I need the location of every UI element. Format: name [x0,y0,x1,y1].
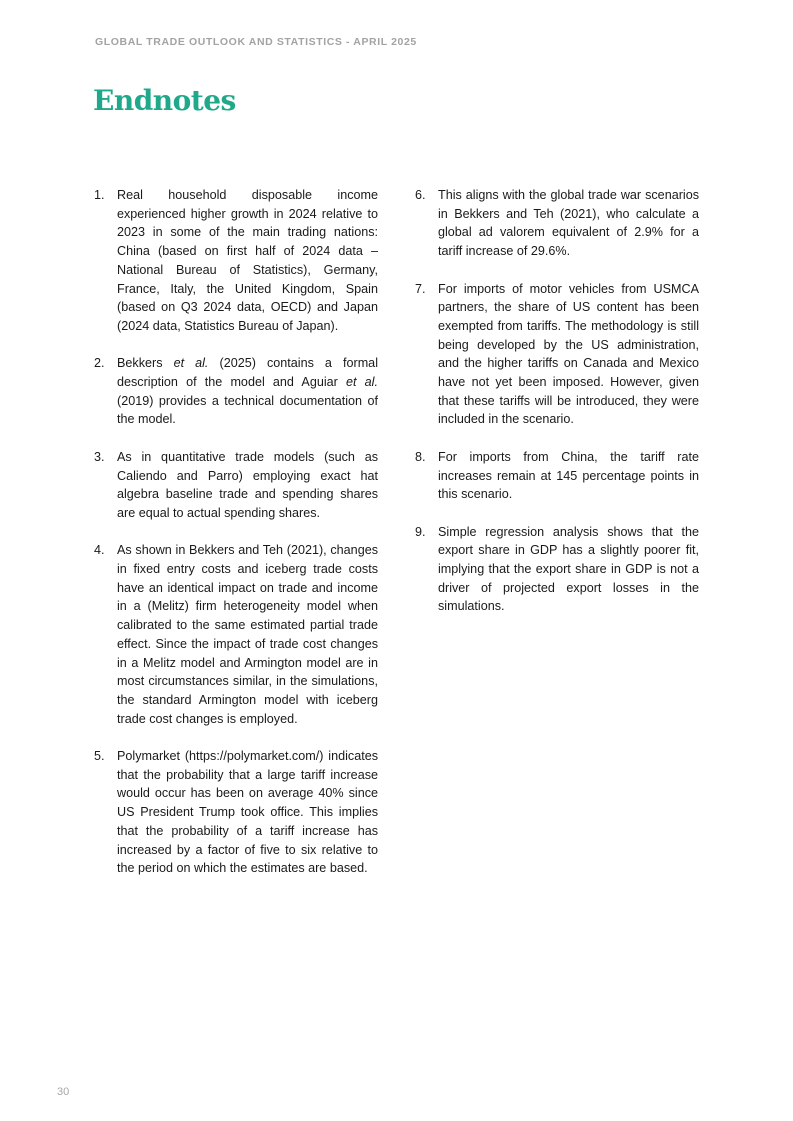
running-header: GLOBAL TRADE OUTLOOK AND STATISTICS - APRIL 2025 [95,36,417,48]
endnote-4 [94,541,378,728]
endnote-number: 3. [94,449,105,464]
endnote-text: As in quantitative trade models (such as Caliendo and Parro) employing exact hat algebra baseline trade and spending shares are equal to actual spending shares. [117,449,378,520]
endnote-number: 9. [415,524,426,539]
endnote-1 [94,186,378,336]
endnote-6 [415,186,699,261]
page-number: 30 [57,1086,70,1098]
endnote-number: 4. [94,543,105,558]
endnote-text: For imports from China, the tariff rate increases remain at 145 percentage points in this scenario. [438,449,699,502]
endnote-text: Bekkers et al. (2025) contains a formal description of the model and Aguiar et al. (2019) provides a technical documentation of the model. [117,356,378,427]
endnote-text: As shown in Bekkers and Teh (2021), changes in fixed entry costs and iceberg trade costs have an identical impact on trade and income in a (Melitz) firm heterogeneity model when calibrated to the same estimated partial trade effect. Since the impact of trade cost changes in a Melitz model and Armington model are in most circumstances similar, in the simulations, the standard Armington model with iceberg trade cost changes is employed. [117,543,378,726]
endnote-text: This aligns with the global trade war scenarios in Bekkers and Teh (2021), who calculate a global ad valorem equivalent of 2.9% for a tariff increase of 29.6%. [438,188,699,259]
endnote-number: 8. [415,449,426,464]
endnote-number: 5. [94,749,105,764]
endnotes-list-right [415,186,699,635]
endnotes-list-left [94,186,378,897]
endnote-text: Polymarket (https://polymarket.com/) indicates that the probability that a large tariff increase would occur has been on average 40% since US President Trump took office. This implies that the probability of a tariff increase has increased by a factor of five to six relative to the period on which the estimates are based. [117,749,378,876]
endnote-number: 2. [94,356,105,371]
endnote-3 [94,448,378,523]
endnote-number: 6. [415,188,426,202]
endnote-number: 7. [415,281,426,296]
endnote-2 [94,354,378,429]
endnote-7 [415,280,699,430]
endnote-text: For imports of motor vehicles from USMCA partners, the share of US content has been exempted from tariffs. The methodology is still being developed by the US administration, and the higher tariffs on Canada and Mexico have not yet been imposed. However, given that these tariffs will be introduced, they were included in the scenario. [438,281,699,427]
endnote-9 [415,523,699,617]
endnote-number: 1. [94,188,105,202]
endnote-text: Simple regression analysis shows that the export share in GDP has a slightly poorer fit, implying that the export share in GDP is not a driver of projected export losses in the simulations. [438,524,699,614]
endnote-8 [415,448,699,504]
page-title: Endnotes [93,84,236,117]
endnote-5 [94,747,378,878]
endnote-text: Real household disposable income experienced higher growth in 2024 relative to 2023 in some of the main trading nations: China (based on first half of 2024 data – National Bureau of Statistics), Germany, France, Italy, the United Kingdom, Spain (based on Q3 2024 data, OECD) and Japan (2024 data, Statistics Bureau of Japan). [117,188,378,333]
